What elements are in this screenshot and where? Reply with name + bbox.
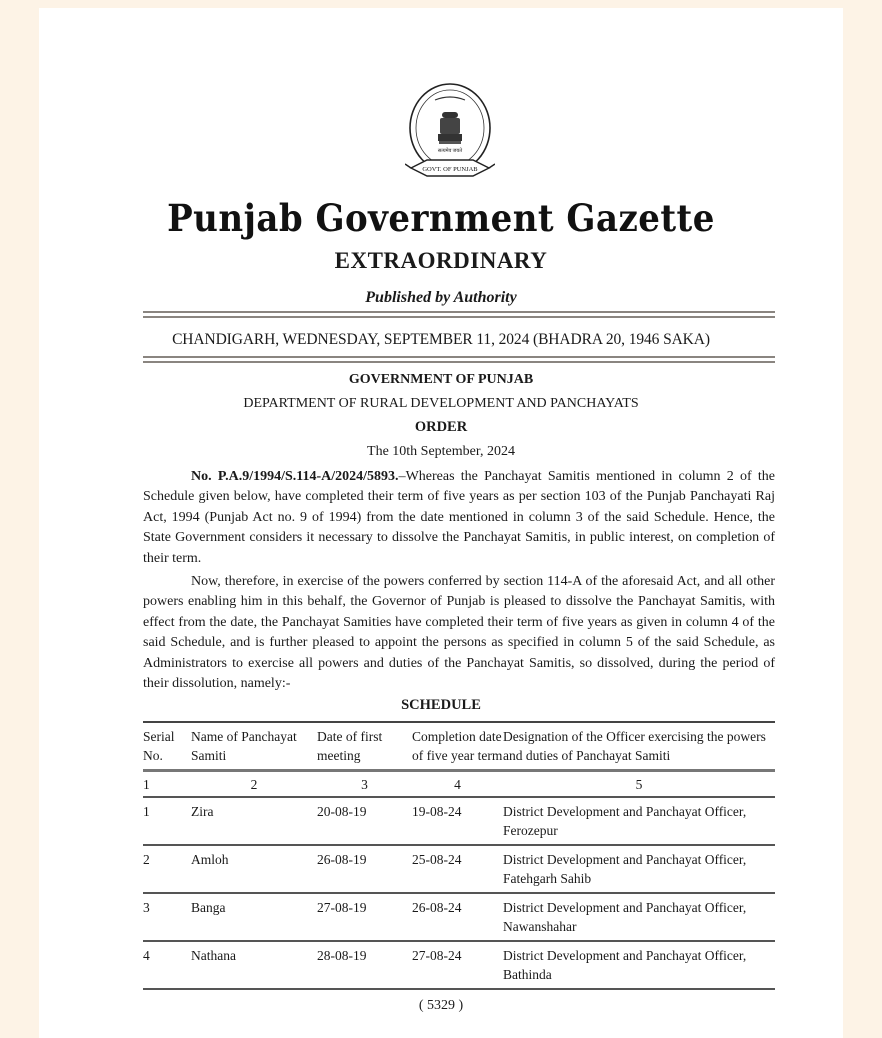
table-row — [143, 797, 775, 845]
schedule-title: SCHEDULE — [401, 697, 481, 713]
completion-cell: 19-08-24 — [412, 797, 503, 845]
department-heading: DEPARTMENT OF RURAL DEVELOPMENT AND PANCHAYATS — [243, 396, 639, 411]
officer-cell — [503, 797, 775, 845]
completion-cell: 26-08-24 — [412, 893, 503, 941]
published-by-authority: Published by Authority — [365, 289, 517, 306]
top-rule — [143, 311, 775, 313]
col-header-officer: Designation of the Officer exercising the powers and duties of Panchayat Samiti — [503, 722, 775, 771]
col-header-first-meeting: Date of first meeting — [317, 722, 412, 771]
svg-text:GOVT. OF PUNJAB: GOVT. OF PUNJAB — [422, 166, 478, 173]
completion-cell: 25-08-24 — [412, 845, 503, 893]
paragraph-1-text: –Whereas the Panchayat Samitis mentioned in column 2 of the Schedule given below, have completed their term of five years as per section 103 of the Punjab Panchayati Raj Act, 1994 (Punjab Act no. 9 of 1994) from the date mentioned in column 3 of the said Schedule. Hence, the State Government considers it necessary to dissolve the Panchayat Samitis, in public interest, on completion of their term. — [143, 469, 775, 566]
completion-cell: 27-08-24 — [412, 941, 503, 989]
serial-cell: 3 — [143, 893, 191, 941]
punjab-emblem-icon — [405, 80, 495, 198]
officer-district: Ferozepur — [503, 823, 558, 838]
schedule-header-row — [143, 722, 775, 771]
table-row — [143, 845, 775, 893]
order-paragraph-2: Now, therefore, in exercise of the powers conferred by section 114-A of the aforesaid Act, and all other powers enabling him in this behalf, the Governor of Punjab is pleased to dissolve the Panchayat Samitis, with effect from the date, the Panchayat Samities have completed their term of five years as given in column 4 of the said Schedule, and is further pleased to appoint the persons as specified in column 5 of the said Schedule, as Administrators to exercise all powers and duties of the Panchayat Samitis, so dissolved, during the period of their dissolution, namely:- — [143, 574, 775, 692]
samiti-cell: Amloh — [191, 845, 317, 893]
officer-district: Nawanshahar — [503, 919, 577, 934]
order-heading: ORDER — [414, 419, 468, 435]
officer-district: Fatehgarh Sahib — [503, 871, 592, 886]
officer-cell — [503, 893, 775, 941]
first-meeting-cell: 28-08-19 — [317, 941, 412, 989]
table-row — [143, 893, 775, 941]
table-row — [143, 941, 775, 989]
col-number: 3 — [317, 771, 412, 798]
bottom-rule — [143, 361, 775, 363]
serial-cell: 4 — [143, 941, 191, 989]
schedule-table — [143, 721, 775, 990]
bottom-rule — [143, 356, 775, 358]
samiti-cell: Banga — [191, 893, 317, 941]
page-number: ( 5329 ) — [418, 998, 464, 1013]
officer-designation: District Development and Panchayat Officer, — [503, 852, 747, 867]
gazette-page — [39, 8, 843, 1038]
officer-cell — [503, 941, 775, 989]
samiti-cell: Nathana — [191, 941, 317, 989]
col-number: 1 — [143, 771, 191, 798]
serial-cell: 2 — [143, 845, 191, 893]
officer-designation: District Development and Panchayat Officer, — [503, 804, 747, 819]
officer-cell — [503, 845, 775, 893]
first-meeting-cell: 20-08-19 — [317, 797, 412, 845]
top-rule — [143, 316, 775, 318]
col-number: 5 — [503, 771, 775, 798]
first-meeting-cell: 27-08-19 — [317, 893, 412, 941]
serial-cell: 1 — [143, 797, 191, 845]
col-number: 4 — [412, 771, 503, 798]
order-number: No. P.A.9/1994/S.114-A/2024/5893. — [191, 469, 399, 484]
government-heading: GOVERNMENT OF PUNJAB — [348, 372, 534, 387]
col-header-samiti: Name of Panchayat Samiti — [191, 722, 317, 771]
order-paragraph-1 — [143, 467, 775, 569]
gazette-subtitle: EXTRAORDINARY — [334, 248, 548, 273]
first-meeting-cell: 26-08-19 — [317, 845, 412, 893]
samiti-cell: Zira — [191, 797, 317, 845]
order-date: The 10th September, 2024 — [367, 444, 515, 459]
officer-designation: District Development and Panchayat Officer, — [503, 900, 747, 915]
col-number: 2 — [191, 771, 317, 798]
col-header-completion: Completion date of five year term — [412, 722, 503, 771]
svg-text:सत्यमेव जयते: सत्यमेव जयते — [437, 149, 463, 154]
officer-district: Bathinda — [503, 967, 552, 982]
gazette-title: Punjab Government Gazette — [167, 196, 715, 240]
dateline: CHANDIGARH, WEDNESDAY, SEPTEMBER 11, 2024 (BHADRA 20, 1946 SAKA) — [172, 331, 710, 348]
officer-designation: District Development and Panchayat Officer, — [503, 948, 747, 963]
col-header-serial: Serial No. — [143, 722, 191, 771]
column-number-row — [143, 771, 775, 798]
